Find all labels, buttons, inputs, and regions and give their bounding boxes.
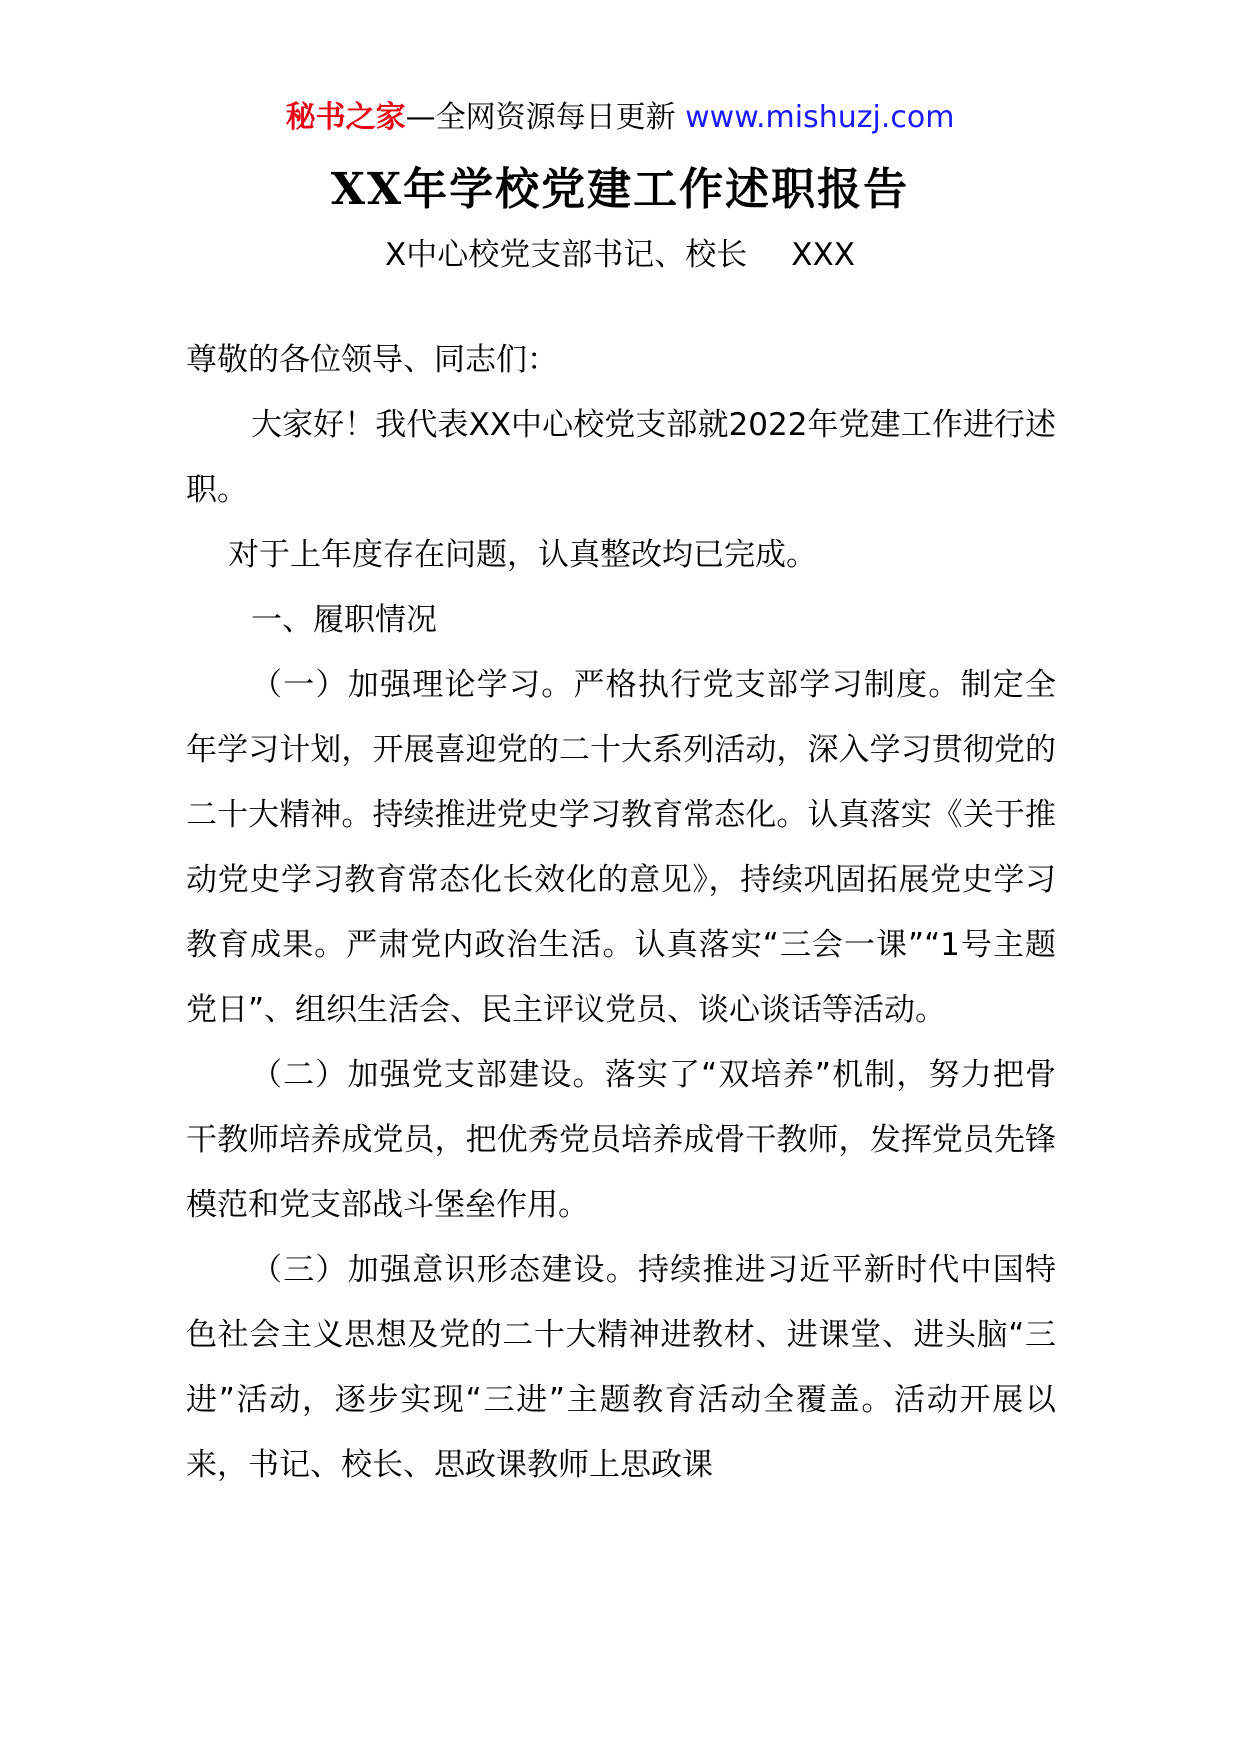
section-heading: 一、履职情况	[251, 602, 437, 638]
author-line	[0, 232, 1240, 278]
paragraph-ideology: （三）加强意识形态建设。持续推进习近平新时代中国特色社会主义思想及党的二十大精神进教材、进课堂、进头脑“三进”活动，逐步实现“三进”主题教育活动全覆盖。活动开展以来，书记、校长、思政课教师上思政课	[186, 1252, 1056, 1483]
brand-name: 秘书之家	[285, 100, 406, 135]
paragraph-greeting: 大家好！我代表XX中心校党支部就2022年党建工作进行述职。	[186, 407, 1056, 508]
site-url-link[interactable]: www.mishuzj.com	[685, 100, 955, 135]
paragraph-rectification: 对于上年度存在问题，认真整改均已完成。	[228, 537, 817, 573]
salutation: 尊敬的各位领导、同志们：	[186, 342, 558, 378]
paragraph-theory-study: （一）加强理论学习。严格执行党支部学习制度。制定全年学习计划，开展喜迎党的二十大系列活动，深入学习贯彻党的二十大精神。持续推进党史学习教育常态化。认真落实《关于推动党史学习教育常态化长效化的意见》，持续巩固拓展党史学习教育成果。严肃党内政治生活。认真落实“三会一课”“1号主题党日”、组织生活会、民主评议党员、谈心谈话等活动。	[186, 667, 1056, 1028]
author-role: X中心校党支部书记、校长	[385, 237, 748, 273]
paragraph-branch-building: （二）加强党支部建设。落实了“双培养”机制，努力把骨干教师培养成党员，把优秀党员培养成骨干教师，发挥党员先锋模范和党支部战斗堡垒作用。	[186, 1057, 1056, 1223]
document-body	[186, 328, 1056, 1498]
site-header	[0, 98, 1240, 138]
document-title: XX年学校党建工作述职报告	[330, 164, 910, 215]
site-tagline: —全网资源每日更新	[405, 100, 676, 135]
author-name: XXX	[791, 237, 855, 273]
